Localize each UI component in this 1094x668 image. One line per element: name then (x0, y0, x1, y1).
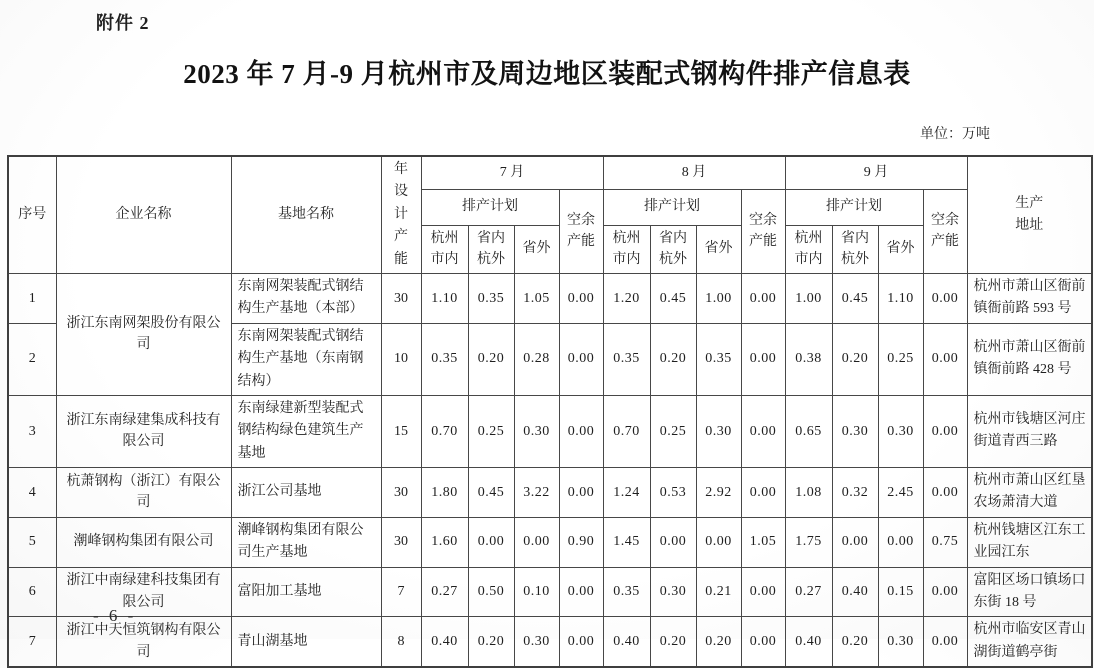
company-cell: 浙江东南绿建集成科技有限公司 (56, 395, 231, 467)
table-cell: 0.00 (559, 395, 603, 467)
table-row (8, 617, 1092, 667)
col-header-spare-august: 空余产能 (741, 189, 785, 273)
table-cell: 0.00 (696, 517, 741, 567)
page-title: 2023 年 7 月-9 月杭州市及周边地区装配式钢构件排产信息表 (183, 59, 911, 89)
table-row (8, 395, 1092, 467)
table-cell: 0.65 (785, 395, 832, 467)
table-cell: 0.00 (878, 517, 923, 567)
col-header-month-august: 8 月 (603, 156, 785, 189)
capacity-cell: 15 (381, 395, 421, 467)
table-cell: 0.35 (696, 323, 741, 395)
address-cell: 杭州市萧山区衙前镇衙前路 593 号 (967, 273, 1092, 323)
table-cell: 0.30 (878, 617, 923, 667)
table-cell: 0.70 (603, 395, 650, 467)
table-cell: 2.45 (878, 468, 923, 518)
capacity-cell: 8 (381, 617, 421, 667)
table-cell: 0.00 (923, 323, 967, 395)
col-header-month-july: 7 月 (421, 156, 603, 189)
col-header-prov-august: 省内杭外 (650, 225, 696, 273)
table-cell: 1.45 (603, 517, 650, 567)
company-cell: 浙江中南绿建科技集团有限公司 (56, 567, 231, 617)
table-cell: 0.28 (514, 323, 559, 395)
col-header-prov-september: 省内杭外 (832, 225, 878, 273)
table-cell: 1.24 (603, 468, 650, 518)
address-cell: 杭州市萧山区衙前镇衙前路 428 号 (967, 323, 1092, 395)
col-header-month-september: 9 月 (785, 156, 967, 189)
row-index: 6 (8, 567, 56, 617)
table-cell: 0.15 (878, 567, 923, 617)
col-header-base: 基地名称 (231, 156, 381, 273)
table-row (8, 468, 1092, 518)
col-header-spare-september: 空余产能 (923, 189, 967, 273)
table-cell: 0.10 (514, 567, 559, 617)
company-cell: 浙江中天恒筑钢构有限公司 (56, 617, 231, 667)
table-cell: 0.00 (923, 567, 967, 617)
table-row (8, 567, 1092, 617)
table-cell: 0.45 (650, 273, 696, 323)
address-cell: 富阳区场口镇场口东街 18 号 (967, 567, 1092, 617)
table-cell: 0.30 (878, 395, 923, 467)
table-cell: 1.20 (603, 273, 650, 323)
table-cell: 1.10 (421, 273, 468, 323)
col-header-plan-july: 排产计划 (421, 189, 559, 225)
base-cell: 东南网架装配式钢结构生产基地（本部） (231, 273, 381, 323)
col-header-hz-september: 杭州市内 (785, 225, 832, 273)
unit-note: 单位：万吨 (920, 127, 990, 142)
capacity-cell: 30 (381, 273, 421, 323)
table-cell: 0.20 (468, 323, 514, 395)
capacity-cell: 30 (381, 468, 421, 518)
row-index: 7 (8, 617, 56, 667)
address-cell: 杭州市钱塘区河庄街道青西三路 (967, 395, 1092, 467)
table-cell: 1.60 (421, 517, 468, 567)
col-header-out-september: 省外 (878, 225, 923, 273)
col-header-company: 企业名称 (56, 156, 231, 273)
row-index: 2 (8, 323, 56, 395)
table-cell: 3.22 (514, 468, 559, 518)
col-header-plan-august: 排产计划 (603, 189, 741, 225)
table-cell: 0.30 (650, 567, 696, 617)
col-header-plan-september: 排产计划 (785, 189, 923, 225)
table-cell: 0.20 (832, 617, 878, 667)
table-row (8, 273, 1092, 323)
table-cell: 0.53 (650, 468, 696, 518)
table-cell: 0.38 (785, 323, 832, 395)
table-cell: 0.20 (832, 323, 878, 395)
table-cell: 0.20 (696, 617, 741, 667)
table-cell: 0.25 (650, 395, 696, 467)
address-cell: 杭州钱塘区江东工业园江东 (967, 517, 1092, 567)
base-cell: 东南网架装配式钢结构生产基地（东南钢结构） (231, 323, 381, 395)
table-cell: 0.00 (923, 468, 967, 518)
table-cell: 0.30 (832, 395, 878, 467)
table-cell: 0.00 (559, 468, 603, 518)
table-cell: 1.10 (878, 273, 923, 323)
col-header-prov-july: 省内杭外 (468, 225, 514, 273)
attachment-label: 附件 2 (96, 13, 150, 33)
table-cell: 0.00 (559, 273, 603, 323)
capacity-cell: 7 (381, 567, 421, 617)
page-number: - 6 - (93, 606, 137, 625)
table-cell: 1.75 (785, 517, 832, 567)
col-header-hz-august: 杭州市内 (603, 225, 650, 273)
row-index: 5 (8, 517, 56, 567)
table-cell: 0.30 (514, 617, 559, 667)
table-cell: 0.00 (832, 517, 878, 567)
company-cell: 潮峰钢构集团有限公司 (56, 517, 231, 567)
table-cell: 0.25 (878, 323, 923, 395)
table-cell: 0.45 (832, 273, 878, 323)
table-cell: 0.40 (832, 567, 878, 617)
table-cell: 0.00 (741, 468, 785, 518)
table-cell: 0.20 (650, 323, 696, 395)
base-cell: 富阳加工基地 (231, 567, 381, 617)
table-cell: 0.35 (421, 323, 468, 395)
table-cell: 1.05 (514, 273, 559, 323)
table-cell: 0.00 (741, 617, 785, 667)
table-cell: 0.75 (923, 517, 967, 567)
base-cell: 浙江公司基地 (231, 468, 381, 518)
base-cell: 东南绿建新型装配式钢结构绿色建筑生产基地 (231, 395, 381, 467)
table-cell: 0.30 (696, 395, 741, 467)
table-cell: 0.00 (923, 617, 967, 667)
table-cell: 0.00 (923, 273, 967, 323)
row-index: 3 (8, 395, 56, 467)
production-schedule-table (7, 155, 1093, 668)
row-index: 1 (8, 273, 56, 323)
col-header-spare-july: 空余产能 (559, 189, 603, 273)
table-cell: 0.20 (468, 617, 514, 667)
table-cell: 0.27 (421, 567, 468, 617)
table-cell: 0.00 (741, 273, 785, 323)
table-cell: 0.00 (559, 617, 603, 667)
table-cell: 0.40 (785, 617, 832, 667)
table-cell: 0.00 (559, 567, 603, 617)
table-cell: 0.27 (785, 567, 832, 617)
company-cell: 浙江东南网架股份有限公司 (56, 273, 231, 395)
table-cell: 0.00 (514, 517, 559, 567)
col-header-out-august: 省外 (696, 225, 741, 273)
table-cell: 0.45 (468, 468, 514, 518)
company-cell: 杭萧钢构（浙江）有限公司 (56, 468, 231, 518)
table-cell: 0.40 (603, 617, 650, 667)
col-header-out-july: 省外 (514, 225, 559, 273)
col-header-address: 生产地址 (967, 156, 1092, 273)
table-cell: 0.20 (650, 617, 696, 667)
table-cell: 0.35 (468, 273, 514, 323)
table-cell: 0.35 (603, 323, 650, 395)
capacity-cell: 30 (381, 517, 421, 567)
col-header-index: 序号 (8, 156, 56, 273)
table-cell: 1.80 (421, 468, 468, 518)
table-cell: 0.40 (421, 617, 468, 667)
table-cell: 0.30 (514, 395, 559, 467)
base-cell: 青山湖基地 (231, 617, 381, 667)
table-cell: 0.21 (696, 567, 741, 617)
table-row (8, 517, 1092, 567)
table-cell: 0.90 (559, 517, 603, 567)
table-cell: 0.00 (559, 323, 603, 395)
col-header-hz-july: 杭州市内 (421, 225, 468, 273)
table-cell: 1.00 (696, 273, 741, 323)
table-cell: 0.00 (741, 323, 785, 395)
table-cell: 0.00 (650, 517, 696, 567)
table-cell: 1.05 (741, 517, 785, 567)
row-index: 4 (8, 468, 56, 518)
table-cell: 0.35 (603, 567, 650, 617)
table-cell: 0.50 (468, 567, 514, 617)
table-cell: 0.32 (832, 468, 878, 518)
table-cell: 0.25 (468, 395, 514, 467)
base-cell: 潮峰钢构集团有限公司生产基地 (231, 517, 381, 567)
table-cell: 0.00 (923, 395, 967, 467)
address-cell: 杭州市萧山区红垦农场萧清大道 (967, 468, 1092, 518)
table-cell: 1.00 (785, 273, 832, 323)
table-cell: 2.92 (696, 468, 741, 518)
col-header-capacity: 年设计产能 (381, 156, 421, 273)
table-cell: 0.00 (741, 395, 785, 467)
address-cell: 杭州市临安区青山湖街道鹤亭街 (967, 617, 1092, 667)
table-cell: 0.00 (468, 517, 514, 567)
capacity-cell: 10 (381, 323, 421, 395)
table-cell: 0.70 (421, 395, 468, 467)
table-cell: 0.00 (741, 567, 785, 617)
table-cell: 1.08 (785, 468, 832, 518)
